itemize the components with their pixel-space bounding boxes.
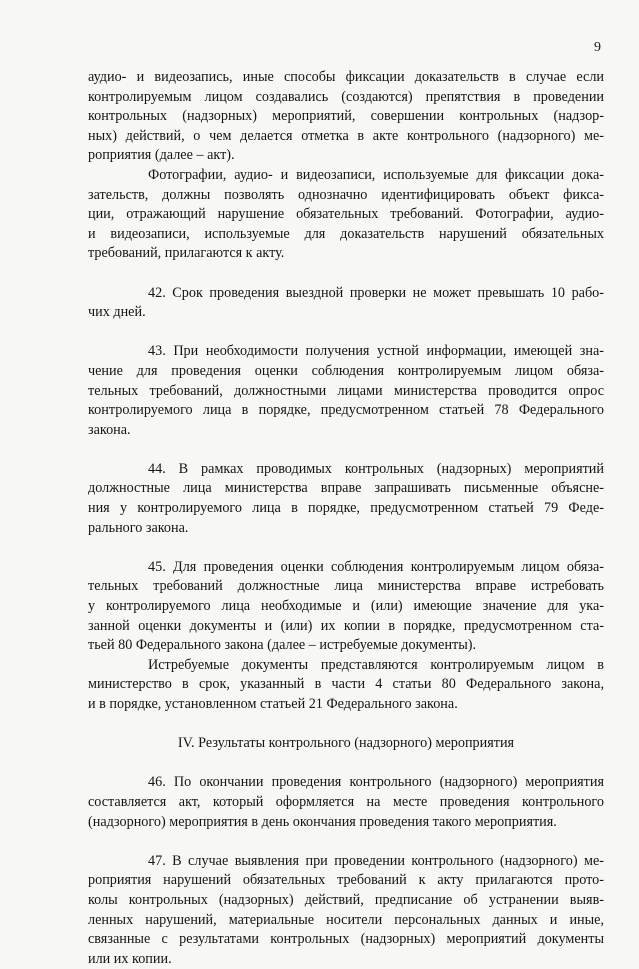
page-number: 9 xyxy=(594,40,601,55)
text-line: тьей 80 Федерального закона (далее – истребуемые документы). xyxy=(88,637,477,654)
text-line: и в порядке, установленном статьей 21 Федерального закона. xyxy=(88,696,458,712)
text-line: 45. Для проведения оценки соблюдения контролируемым лицом обяза- xyxy=(148,558,604,575)
text-line: занной оценки документы и (или) их копии в порядке, предусмотренном ста- xyxy=(88,617,604,634)
text-line: или их копии. xyxy=(88,950,172,967)
text-line: составляется акт, который оформляется на месте проведения контрольного xyxy=(88,793,604,810)
text-line: министерство в срок, указанный в части 4 статьи 80 Федерального закона, xyxy=(88,676,604,693)
text-line: колы контрольных (надзорных) действий, предписание об устранении выяв- xyxy=(88,891,604,908)
text-line: роприятия нарушений обязательных требований к акту прилагаются прото- xyxy=(88,872,604,889)
text-line: тельных требований должностные лица министерства вправе истребовать xyxy=(88,578,604,595)
text-line: и видеозаписи, используемые для доказательств нарушений обязательных xyxy=(88,225,604,242)
paragraph-gap xyxy=(88,264,604,284)
text-line: 44. В рамках проводимых контрольных (надзорных) мероприятий xyxy=(148,460,604,477)
paragraph xyxy=(88,656,604,715)
text-line: чение для проведения оценки соблюдения контролируемым лицом обяза- xyxy=(88,362,604,379)
text-line: Фотографии, аудио- и видеозаписи, используемые для фиксации дока- xyxy=(148,166,604,183)
text-line: тельных требований, должностными лицами министерства проводится опрос xyxy=(88,382,604,399)
paragraph-gap xyxy=(88,440,604,460)
text-line: связанные с результатами контрольных (надзорных) мероприятий документы xyxy=(88,931,604,948)
paragraph xyxy=(88,852,604,969)
document-body xyxy=(88,68,604,969)
paragraph xyxy=(88,284,604,323)
paragraph xyxy=(88,773,604,832)
text-line: контролируемым лицом создавались (создаются) препятствия в проведении xyxy=(88,88,604,105)
text-line: ных) действий, о чем делается отметка в акте контрольного (надзорного) ме- xyxy=(88,127,604,144)
text-line: 43. При необходимости получения устной информации, имеющей зна- xyxy=(148,343,604,360)
paragraph xyxy=(88,734,604,754)
paragraph-gap xyxy=(88,323,604,343)
text-line: зательств, должны позволять однозначно идентифицировать объект фикса- xyxy=(88,186,604,203)
paragraph xyxy=(88,460,604,538)
paragraph-gap xyxy=(88,832,604,852)
paragraph-gap xyxy=(88,754,604,774)
text-line: ния у контролируемого лица в порядке, предусмотренном статьей 79 Феде- xyxy=(88,500,604,517)
text-line: 42. Срок проведения выездной проверки не может превышать 10 рабо- xyxy=(148,284,604,301)
text-line: ции, отражающий нарушение обязательных требований. Фотографии, аудио- xyxy=(88,206,604,223)
paragraph-gap xyxy=(88,538,604,558)
text-line: ленных нарушений, материальные носители персональных данных и иные, xyxy=(88,911,604,928)
text-line: 47. В случае выявления при проведении контрольного (надзорного) ме- xyxy=(148,852,604,869)
text-line: у контролируемого лица необходимые и (или) имеющие значение для ука- xyxy=(88,598,604,615)
text-line: требований, прилагаются к акту. xyxy=(88,245,285,262)
paragraph xyxy=(88,342,604,440)
section-heading: IV. Результаты контрольного (надзорного) мероприятия xyxy=(177,735,515,752)
text-line: Истребуемые документы представляются контролируемым лицом в xyxy=(148,656,604,673)
text-line: рального закона. xyxy=(88,519,189,536)
text-line: контролируемого лица в порядке, предусмотренном статьей 78 Федерального xyxy=(88,402,604,419)
paragraph xyxy=(88,558,604,656)
paragraph-gap xyxy=(88,715,604,735)
text-line: аудио- и видеозапись, иные способы фиксации доказательств в случае если xyxy=(88,69,604,85)
paragraph xyxy=(88,166,604,264)
text-line: 46. По окончании проведения контрольного (надзорного) мероприятия xyxy=(148,774,604,791)
text-line: (надзорного) мероприятия в день окончания проведения такого мероприятия. xyxy=(88,813,557,830)
text-line: контрольных (надзорных) мероприятий, совершении контрольных (надзор- xyxy=(88,108,604,125)
text-line: должностные лица министерства вправе запрашивать письменные объясне- xyxy=(88,480,604,497)
paragraph xyxy=(88,68,604,166)
text-line: роприятия (далее – акт). xyxy=(88,147,235,164)
text-line: закона. xyxy=(88,421,131,438)
text-line: чих дней. xyxy=(88,304,146,321)
